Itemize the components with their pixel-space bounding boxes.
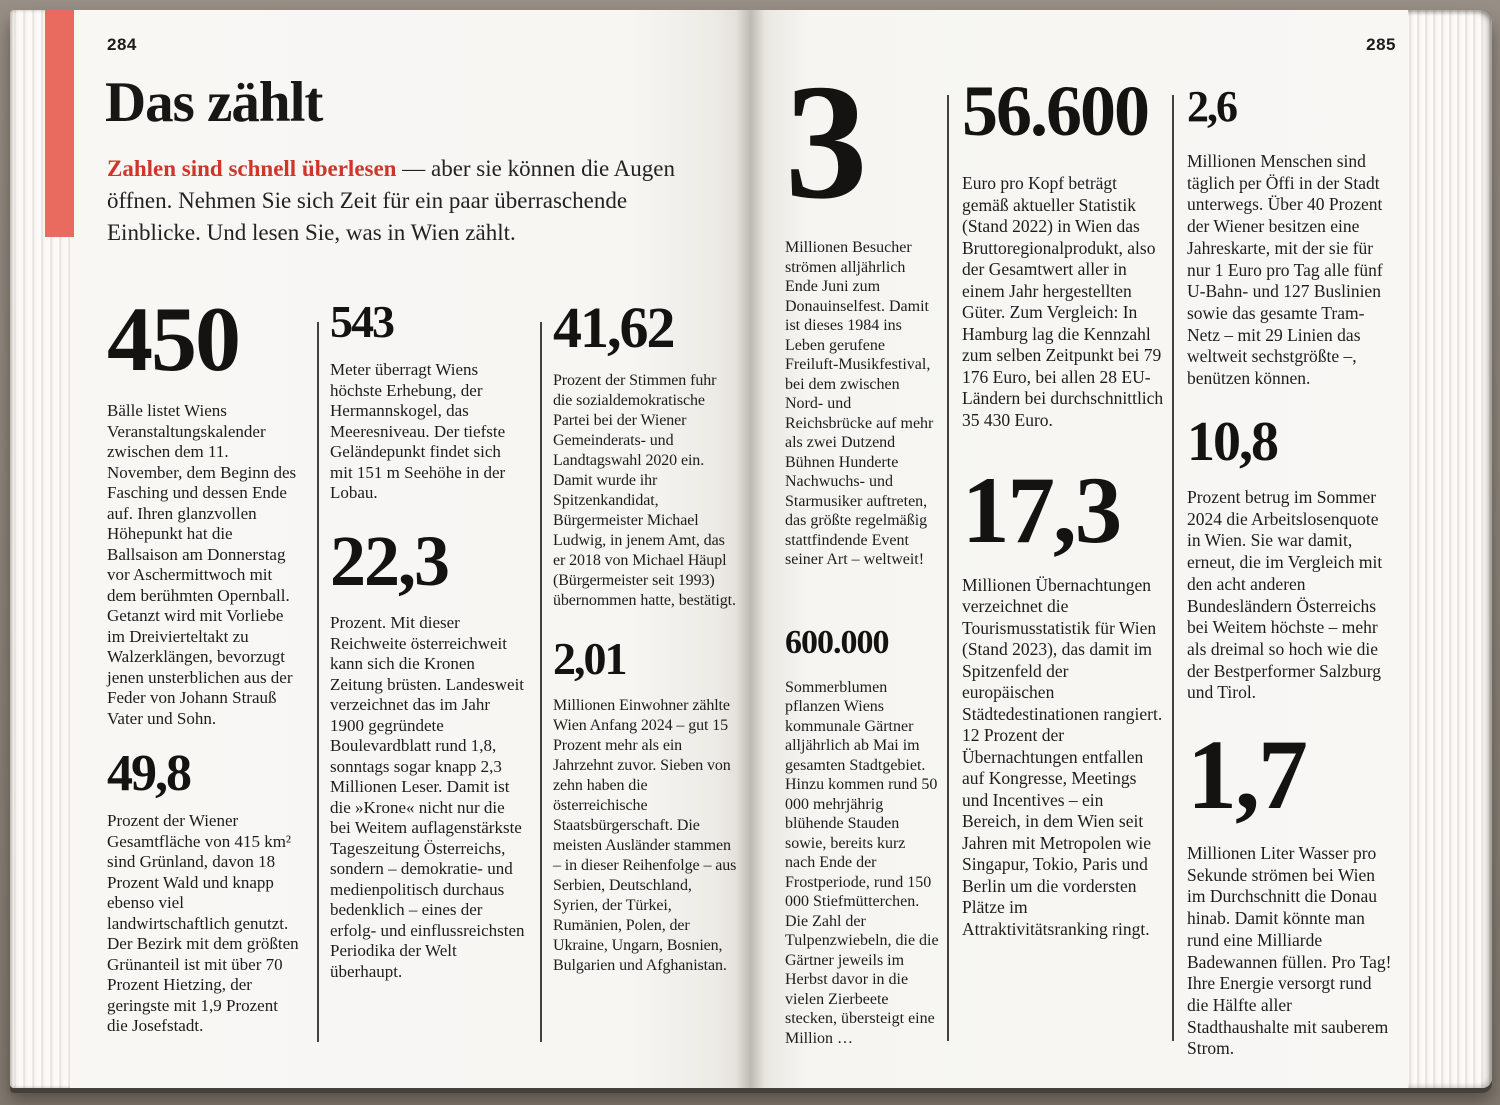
stat-number: 17,3: [962, 457, 1121, 563]
stat-number: 450: [107, 288, 239, 390]
stat-oeffi: [1187, 82, 1394, 390]
stat-text: Millionen Einwohner zählte Wien Anfang 2024 – gut 15 Prozent mehr als ein Jahrzehnt zuvor. Sieben von zehn haben die österreichische Staatsbürgerschaft. Die meisten Ausländer stammen – in dieser Reihenfolge – aus Serbien, Deutschland, Syrien, der Türkei, Rumänien, Polen, der Ukraine, Ungarn, Bosnien, Bulgarien und Afghanistan.: [553, 696, 737, 974]
intro-rest: — aber sie können die Augen öffnen. Nehmen Sie sich Zeit für ein paar überraschende Einblicke. Und lesen Sie, was in Wien zählt.: [107, 156, 675, 245]
column-rule: [947, 95, 949, 1041]
stat-text: Euro pro Kopf beträgt gemäß aktueller Statistik (Stand 2022) in Wien das Bruttoregionalprodukt, also der Gesamtwert aller in einem Jahr hergestellten Güter. Zum Vergleich: In Hamburg lag die Kennzahl zum selben Zeitpunkt bei 79 176 Euro, bei allen 28 EU-Ländern bei durchschnittlich 35 430 Euro.: [962, 173, 1164, 430]
intro-paragraph: [107, 153, 707, 249]
red-accent-bar: [45, 10, 74, 237]
column-right-2: [962, 71, 1164, 940]
stat-number: 10,8: [1187, 410, 1277, 473]
stat-gemeinderatswahl: [553, 295, 737, 611]
column-rule: [1172, 95, 1174, 1041]
stat-text: Millionen Liter Wasser pro Sekunde strömen bei Wien im Durchschnitt die Donau hinab. Damit könnte man rund eine Milliarde Badewannen füllen. Pro Tag! Ihre Energie versorgt rund die Hälfte aller Stadthaushalte mit sauberem Strom.: [1187, 843, 1392, 1059]
stat-text: Prozent betrug im Sommer 2024 die Arbeitslosenquote in Wien. Sie war damit, erneut, die im Vergleich mit den acht anderen Bundesländern Österreichs bei Weitem höchste – mehr als dreimal so hoch wie die der Bestperformer Salzburg und Tirol.: [1187, 487, 1383, 703]
stat-einwohner: [553, 633, 737, 975]
right-page-edges: [1406, 10, 1492, 1088]
open-book: [10, 10, 1492, 1088]
column-right-1: [785, 50, 939, 1048]
stat-text: Sommerblumen pflanzen Wiens kommunale Gärtner alljährlich ab Mai im gesamten Stadtgebiet. Hinzu kommen rund 50 000 mehrjährig blühende Stauden sowie, bereits kurz nach Ende der Frostperiode, rund 150 000 Stiefmütterchen. Die Zahl der Tulpenzwiebeln, die die Gärtner jeweils im Herbst davor in die vielen Zierbeete stecken, übersteigt eine Million …: [785, 678, 939, 1047]
chapter-title: Das zählt: [105, 71, 323, 134]
stat-arbeitslosenquote: [1187, 410, 1394, 704]
stat-text: Prozent. Mit dieser Reichweite österreichweit kann sich die Kronen Zeitung brüsten. Landesweit verzeichnet das im Jahr 1900 gegründete Boulevardblatt rund 1,8, sonntags sogar knapp 2,3 Millionen Leser. Damit ist die »Krone« nicht nur die bei Weitem auflagenstärkste Tageszeitung Österreichs, sondern – demokratie- und medienpolitisch durchaus bedenklich – eines der erfolg- und einflussreichsten Periodika der Welt überhaupt.: [330, 613, 525, 981]
stat-number: 22,3: [330, 520, 448, 601]
stat-text: Millionen Menschen sind täglich per Öffi in der Stadt unterwegs. Über 40 Prozent der Wiener besitzen eine Jahreskarte, mit der sie für nur 1 Euro pro Tag alle fünf U-Bahn- und 127 Buslinien sowie das gesamte Tram-Netz – mit 29 Linien das weltweit sechstgrößte –, benützen können.: [1187, 151, 1383, 389]
stat-text: Millionen Übernachtungen verzeichnet die Tourismusstatistik für Wien (Stand 2023), das damit im Spitzenfeld der europäischen Städtedestinationen rangiert. 12 Prozent der Übernachtungen entfallen auf Kongresse, Meetings und Incentives – ein Bereich, in dem Wien seit Jahren mit Metropolen wie Singapur, Tokio, Paris und Berlin um die vordersten Plätze im Attraktivitätsranking ringt.: [962, 574, 1163, 939]
stat-number: 3: [785, 50, 866, 233]
stat-number: 2,01: [553, 633, 626, 685]
column-left-1: [107, 288, 302, 1037]
stat-number: 600.000: [785, 623, 889, 661]
stat-number: 49,8: [107, 745, 190, 803]
stat-baelle: [107, 288, 302, 729]
column-rule: [540, 322, 542, 1042]
stat-number: 1,7: [1187, 719, 1306, 831]
stat-number: 2,6: [1187, 82, 1236, 131]
stat-hermannskogel: [330, 296, 526, 504]
stat-uebernachtungen: [962, 457, 1164, 940]
column-rule: [317, 322, 319, 1042]
stat-text: Meter überragt Wiens höchste Erhebung, der Hermannskogel, das Meeresniveau. Der tiefste Geländepunkt findet sich mit 151 m Seehöhe in der Lobau.: [330, 360, 506, 503]
stat-number: 56.600: [962, 71, 1148, 151]
stat-kronen-zeitung: [330, 520, 526, 982]
stat-text: Millionen Besucher strömen alljährlich Ende Juni zum Donauinselfest. Damit ist dieses 1984 ins Leben gerufene Freiluft-Musikfestival, bei dem zwischen Nord- und Reichsbrücke auf mehr als zwei Dutzend Bühnen Hunderte Nachwuchs- und Starmusiker auftreten, das größte regelmäßig stattfindende Event seiner Art – weltweit!: [785, 239, 934, 569]
stat-bruttoregionalprodukt: [962, 71, 1164, 431]
stat-number: 543: [330, 296, 393, 347]
stat-donauinselfest: [785, 50, 939, 570]
stat-text: Prozent der Stimmen fuhr die sozialdemokratische Partei bei der Wiener Gemeinderats- und Landtagswahl 2020 ein. Damit wurde ihr Spitzenkandidat, Bürgermeister Michael Ludwig, in jenem Amt, das er 2018 von Michael Häupl (Bürgermeister seit 1993) übernommen hatte, bestätigt.: [553, 372, 736, 610]
stat-sommerblumen: [785, 623, 939, 1048]
intro-highlight: Zahlen sind schnell überlesen: [107, 156, 397, 181]
stat-number: 41,62: [553, 295, 674, 360]
page-number-left: 284: [107, 35, 137, 54]
column-right-3: [1187, 82, 1394, 1060]
stat-text: Bälle listet Wiens Veranstaltungskalender zwischen dem 11. November, dem Beginn des Fasching und dessen Ende auf. Ihren glanzvollen Höhepunkt hat die Ballsaison am Donnerstag vor Aschermittwoch mit dem berühmten Opernball. Getanzt wird mit Vorliebe im Dreivierteltakt zu Walzerklängen, bevorzugt jenen unsterblichen aus der Feder von Johann Strauß Vater und Sohn.: [107, 401, 297, 728]
column-left-2: [330, 296, 526, 982]
stat-donau-wasser: [1187, 719, 1394, 1060]
stat-text: Prozent der Wiener Gesamtfläche von 415 km² sind Grünland, davon 18 Prozent Wald und knapp ebenso viel landwirtschaftlich genutzt. Der Bezirk mit dem größten Grünanteil ist mit über 70 Prozent Hietzing, der geringste mit 1,9 Prozent die Josefstadt.: [107, 811, 299, 1036]
page-number-right: 285: [1366, 35, 1396, 54]
column-left-3: [553, 295, 737, 976]
stat-gruenflaeche: [107, 745, 302, 1036]
